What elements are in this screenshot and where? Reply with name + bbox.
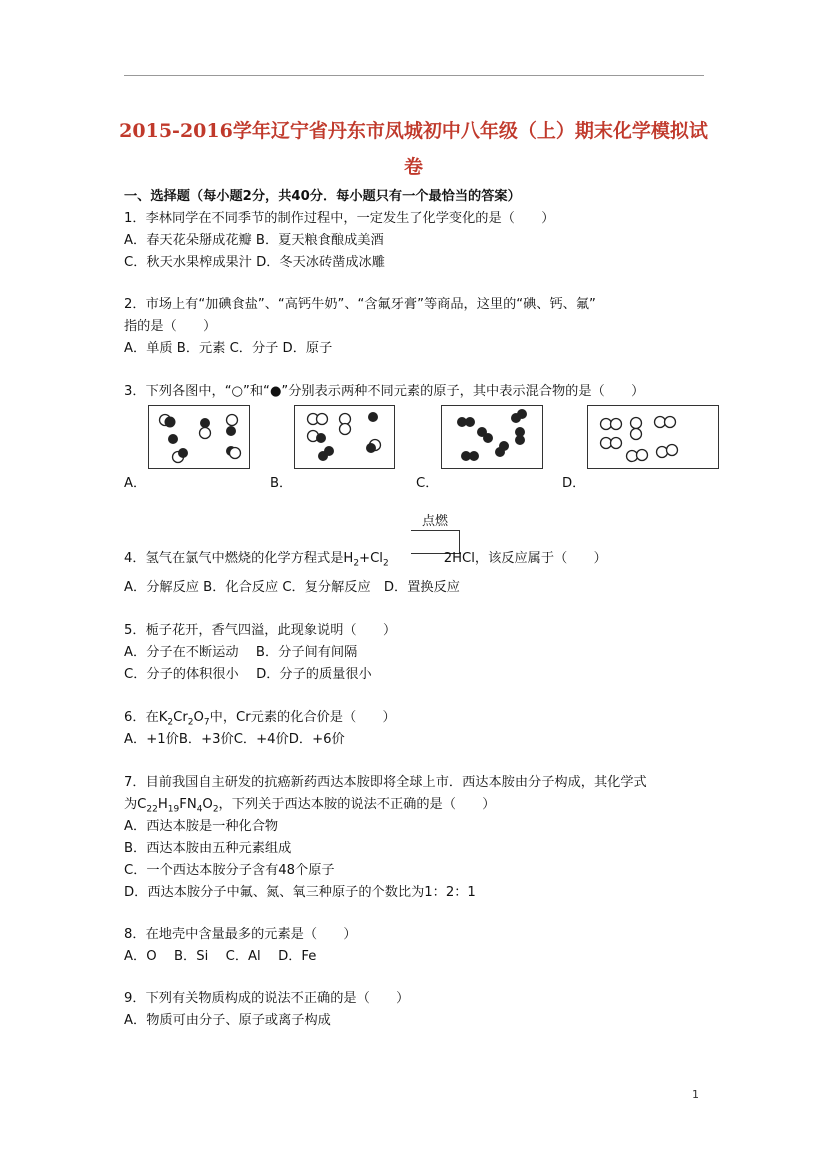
q7-formula-fn: FN: [179, 797, 197, 812]
q1-stem: 1．李林同学在不同季节的制作过程中，一定发生了化学变化的是（ ）: [124, 211, 555, 226]
q7-formula-h: H: [157, 797, 168, 812]
q7-stem-line2: [124, 796, 495, 814]
q4-stem-pre: 4．氢气在氯气中燃烧的化学方程式是H: [124, 551, 354, 566]
q6-stem: [124, 709, 396, 727]
q7-option-d: D．西达本胺分子中氟、氮、氧三种原子的个数比为1：2：1: [124, 885, 476, 900]
q2-stem-line2: 指的是（ ）: [124, 319, 217, 334]
q6-sub-o: 7: [203, 717, 210, 728]
q7-sub-c: 22: [146, 804, 158, 815]
q7-formula-c: 为C: [124, 797, 147, 812]
q3-label-a: A．: [124, 476, 147, 491]
q9-stem: 9．下列有关物质构成的说法不正确的是（ ）: [124, 991, 410, 1006]
q7-formula-o: O: [202, 797, 213, 812]
q6-sub-cr: 2: [187, 717, 194, 728]
q9-option-a: A．物质可由分子、原子或离子构成: [124, 1013, 331, 1028]
q6-stem-pre: 6．在K: [124, 710, 168, 725]
q1-options-cd: C．秋天水果榨成果汁 D．冬天冰砖凿成冰雕: [124, 255, 385, 270]
q7-sub-n: 4: [196, 804, 203, 815]
q7-option-b: B．西达本胺由五种元素组成: [124, 841, 292, 856]
q5-options-cd: C．分子的体积很小 D．分子的质量很小: [124, 667, 372, 682]
q6-cr: Cr: [173, 710, 188, 725]
q4-options: A．分解反应 B．化合反应 C．复分解反应 D．置换反应: [124, 580, 460, 595]
q1-options-ab: A．春天花朵掰成花瓣 B．夏天粮食酿成美酒: [124, 233, 384, 248]
q3-diagram-a: [148, 405, 250, 469]
q7-option-c: C．一个西达本胺分子含有48个原子: [124, 863, 335, 878]
q8-stem: 8．在地壳中含量最多的元素是（ ）: [124, 927, 357, 942]
q7-sub-o: 2: [212, 804, 219, 815]
q3-label-c: C．: [416, 476, 439, 491]
q7-stem-line1: 7．目前我国自主研发的抗癌新药西达本胺即将全球上市．西达本胺由分子构成，其化学式: [124, 775, 647, 790]
q3-label-d: D．: [562, 476, 586, 491]
q6-options: A．+1价B．+3价C．+4价D．+6价: [124, 732, 345, 747]
reaction-condition: 点燃: [411, 510, 459, 531]
page-title-line1: 2015-2016学年辽宁省丹东市凤城初中八年级（上）期末化学模拟试: [119, 120, 708, 142]
q5-stem: 5．栀子花开，香气四溢，此现象说明（ ）: [124, 623, 397, 638]
section-heading: 一、选择题（每小题2分，共40分．每小题只有一个最恰当的答案）: [124, 189, 521, 204]
q7-stem-post: ，下列关于西达本胺的说法不正确的是（ ）: [218, 797, 496, 812]
q6-sub-k: 2: [167, 717, 174, 728]
q6-o: O: [193, 710, 204, 725]
q3-diagram-d: [587, 405, 719, 469]
q8-options: A．O B．Si C．Al D．Fe: [124, 949, 317, 964]
header-rule: [124, 75, 704, 76]
q3-stem: 3．下列各图中，“○”和“●”分别表示两种不同元素的原子，其中表示混合物的是（ ）: [124, 384, 645, 399]
h2-subscript: 2: [353, 558, 360, 569]
q3-diagram-b: [294, 405, 395, 469]
q7-option-a: A．西达本胺是一种化合物: [124, 819, 279, 834]
q5-options-ab: A．分子在不断运动 B．分子间有间隔: [124, 645, 358, 660]
q7-sub-h: 19: [167, 804, 180, 815]
q3-label-b: B．: [270, 476, 293, 491]
q4-plus-cl: +Cl: [359, 551, 383, 566]
q6-stem-post: 中，Cr元素的化合价是（ ）: [209, 710, 396, 725]
q4-stem-post: 2HCl，该反应属于（ ）: [443, 551, 607, 566]
q2-stem-line1: 2．市场上有“加碘食盐”、“高钙牛奶”、“含氟牙膏”等商品，这里的“碘、钙、氟”: [124, 297, 596, 312]
cl2-subscript: 2: [382, 558, 389, 569]
page-number: 1: [692, 1088, 699, 1101]
q3-diagram-c: [441, 405, 543, 469]
page-title-line2: 卷: [403, 156, 423, 178]
q2-options: A．单质 B．元素 C．分子 D．原子: [124, 341, 333, 356]
q4-stem: [124, 550, 607, 568]
